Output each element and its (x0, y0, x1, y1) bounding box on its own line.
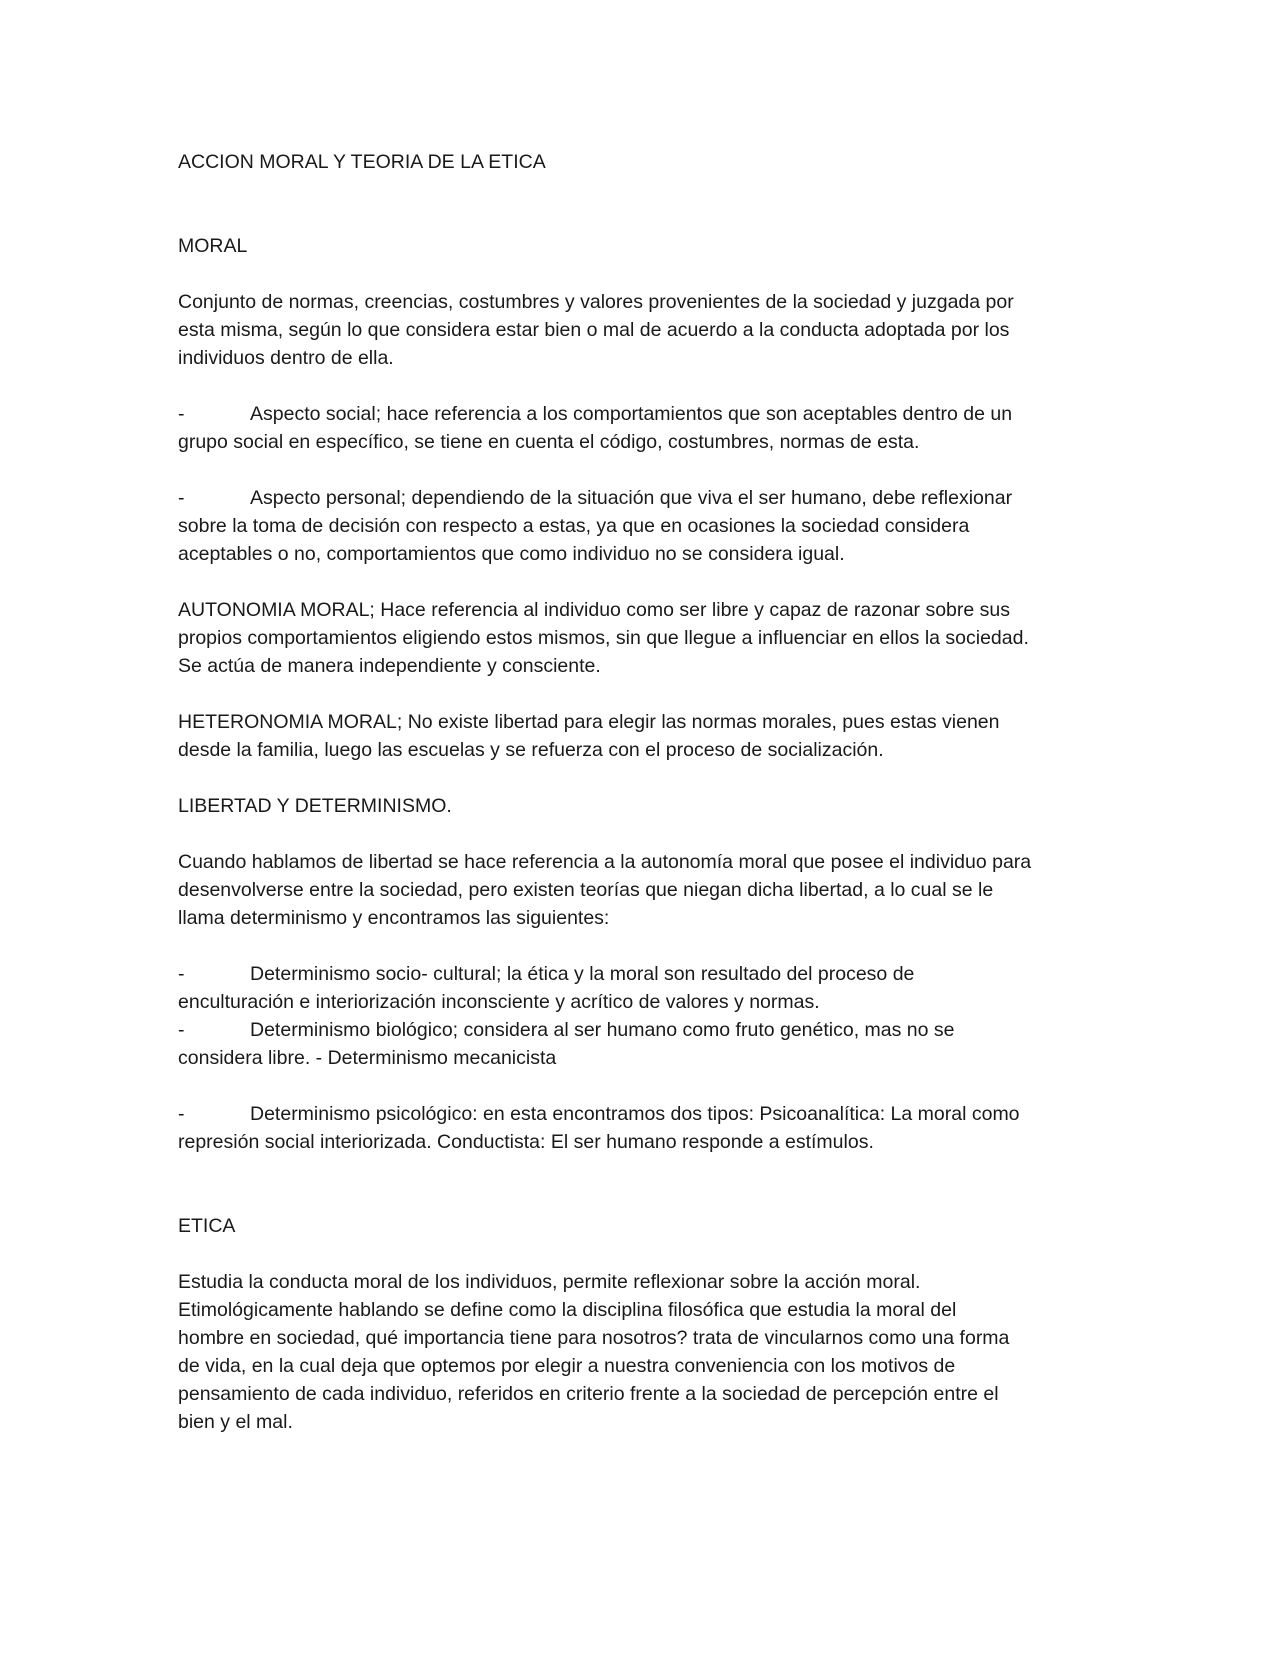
list-dash: - (178, 1103, 185, 1125)
section-heading-etica: ETICA (178, 1215, 236, 1237)
etica-body: Estudia la conducta moral de los individuos, permite reflexionar sobre la acción moral. Etimológicamente hablando se define como la disciplina filosófica que estudia la moral del hombre en sociedad, qué importancia tiene para nosotros? trata de vincularnos como una forma de vida, en la cual deja que optemos por elegir a nuestra conveniencia con los motivos de pensamiento de cada individuo, referidos en criterio frente a la sociedad de percepción entre el bien y el mal. (178, 1271, 1010, 1433)
document-body (178, 148, 1098, 1436)
section-heading-libertad: LIBERTAD Y DETERMINISMO. (178, 795, 452, 817)
list-item-determinismo-psicologico: - Determinismo psicológico: en esta encontramos dos tipos: Psicoanalítica: La moral como represión social interiorizada. Conductista: El ser humano responde a estímulos. (178, 1100, 1098, 1156)
list-dash: - (178, 963, 185, 985)
list-dash: - (178, 1019, 185, 1041)
moral-definition: Conjunto de normas, creencias, costumbres y valores provenientes de la sociedad y juzgada por esta misma, según lo que considera estar bien o mal de acuerdo a la conducta adoptada por los individuos dentro de ella. (178, 291, 1014, 369)
list-item-determinismo-socio-cultural: - Determinismo socio- cultural; la ética y la moral son resultado del proceso de enculturación e interiorización inconsciente y acrítico de valores y normas. (178, 960, 1098, 1016)
list-item-determinismo-biologico: - Determinismo biológico; considera al ser humano como fruto genético, mas no se considera libre. - Determinismo mecanicista (178, 1016, 1098, 1072)
paragraph-heteronomia-moral: HETERONOMIA MORAL; No existe libertad para elegir las normas morales, pues estas vienen desde la familia, luego las escuelas y se refuerza con el proceso de socialización. (178, 711, 1000, 761)
list-item-aspecto-social: - Aspecto social; hace referencia a los comportamientos que son aceptables dentro de un grupo social en específico, se tiene en cuenta el código, costumbres, normas de esta. (178, 400, 1098, 456)
paragraph-autonomia-moral: AUTONOMIA MORAL; Hace referencia al individuo como ser libre y capaz de razonar sobre sus propios comportamientos eligiendo estos mismos, sin que llegue a influenciar en ellos la sociedad. Se actúa de manera independiente y consciente. (178, 599, 1029, 677)
libertad-intro: Cuando hablamos de libertad se hace referencia a la autonomía moral que posee el individuo para desenvolverse entre la sociedad, pero existen teorías que niegan dicha libertad, a lo cual se le llama determinismo y encontramos las siguientes: (178, 851, 1032, 929)
list-item-aspecto-personal: - Aspecto personal; dependiendo de la situación que viva el ser humano, debe reflexionar sobre la toma de decisión con respecto a estas, ya que en ocasiones la sociedad considera aceptables o no, comportamientos que como individuo no se considera igual. (178, 484, 1098, 568)
section-heading-moral: MORAL (178, 235, 248, 257)
list-dash: - (178, 487, 185, 509)
list-dash: - (178, 403, 185, 425)
document-title: ACCION MORAL Y TEORIA DE LA ETICA (178, 151, 546, 173)
